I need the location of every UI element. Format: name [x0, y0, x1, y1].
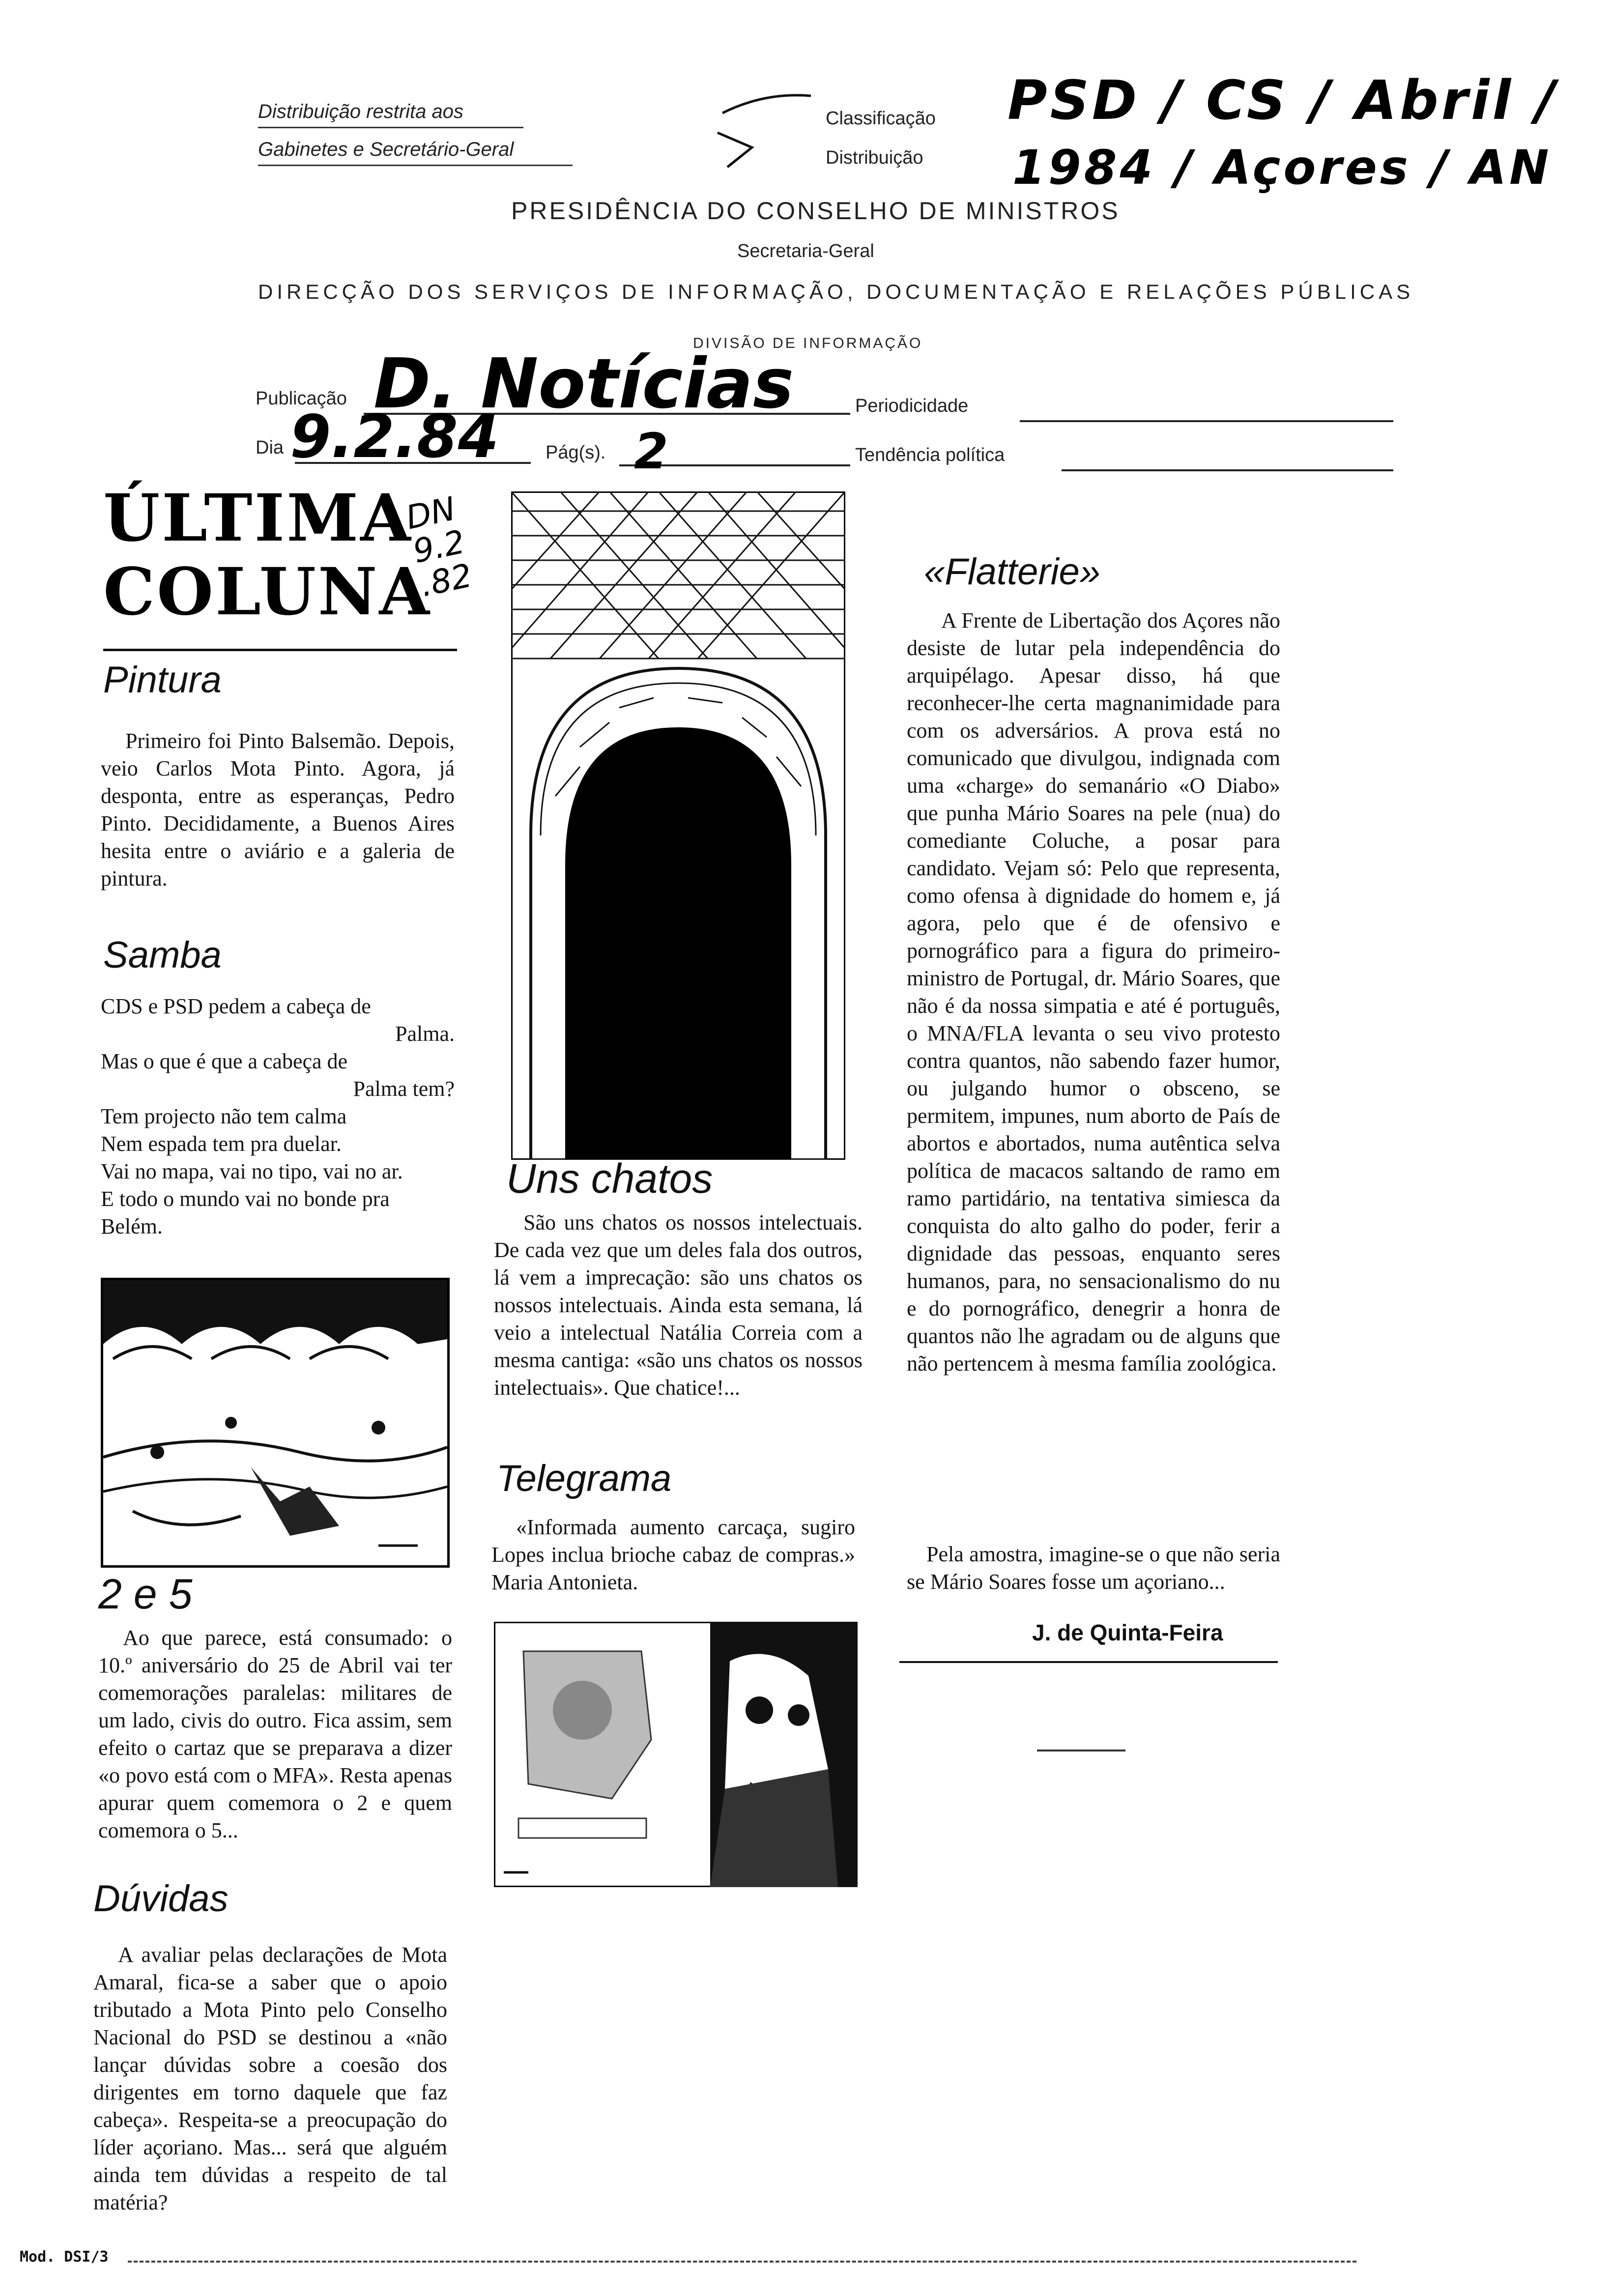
distribuicao-handwritten: 1984 / Açores / AN — [1012, 140, 1552, 195]
distribuicao-label: Distribuição — [826, 147, 923, 168]
presidency-title: PRESIDÊNCIA DO CONSELHO DE MINISTROS — [511, 197, 1120, 225]
headline-handwritten-annotation: DN 9.2 .82 — [403, 489, 476, 604]
tendencia-field — [1062, 469, 1393, 471]
tendencia-label: Tendência política — [855, 445, 1005, 465]
samba-line-7: Vai no mapa, vai no tipo, vai no ar. — [101, 1159, 403, 1183]
samba-line-1: CDS e PSD pedem a cabeça de — [101, 994, 371, 1018]
restricted-underline-2 — [258, 165, 573, 166]
telegrama-title: Telegrama — [496, 1458, 672, 1499]
duvidas-text: A avaliar pelas declarações de Mota Amaral, fica-se a saber que o apoio tributado a Mota Pinto pelo Conselho Nacional do PSD se destinou a «não lançar dúvidas sobre a coesão dos dirigentes em torno daquele que faz cabeça». Respeita-se a preocupação do líder açoriano. Mas... será que alguém ainda tem dúvidas a respeito de tal matéria? — [93, 1943, 447, 2214]
restricted-distribution-line1: Distribuição restrita aos — [258, 101, 463, 122]
samba-line-2: Palma. — [395, 1022, 455, 1046]
publicacao-handwritten: D. Notícias — [374, 344, 794, 424]
collage-illustration — [494, 1622, 858, 1887]
secretaria-subtitle: Secretaria-Geral — [737, 241, 874, 261]
form-model-code: Mod. DSI/3 — [20, 2248, 109, 2266]
pintura-title: Pintura — [103, 659, 222, 701]
divisao-title: DIVISÃO DE INFORMAÇÃO — [693, 335, 923, 351]
duvidas-title: Dúvidas — [93, 1878, 229, 1920]
flatterie-title: «Flatterie» — [924, 551, 1101, 593]
samba-line-4: Palma tem? — [353, 1077, 455, 1101]
pags-label: Pág(s). — [546, 442, 606, 463]
classificacao-label: Classificação — [826, 108, 936, 129]
handwritten-checkmark-icon — [708, 84, 826, 172]
samba-verse — [101, 993, 455, 1240]
samba-line-6: Nem espada tem pra duelar. — [101, 1132, 342, 1156]
flatterie-short-rule — [1037, 1750, 1125, 1751]
restricted-underline — [258, 127, 523, 128]
uns-chatos-title: Uns chatos — [506, 1155, 713, 1202]
pags-handwritten: 2 — [634, 423, 668, 480]
direccao-title: DIRECÇÃO DOS SERVIÇOS DE INFORMAÇÃO, DOCUMENTAÇÃO E RELAÇÕES PÚBLICAS — [258, 280, 1414, 303]
periodicidade-label: Periodicidade — [855, 396, 969, 416]
telegrama-text: «Informada aumento carcaça, sugiro Lopes inclua brioche cabaz de compras.» Maria Antonieta. — [491, 1515, 855, 1594]
restricted-distribution-line2: Gabinetes e Secretário-Geral — [258, 139, 514, 160]
uns-chatos-text: São uns chatos os nossos intelectuais. De cada vez que um deles fala dos outros, lá vem a imprecação: são uns chatos os nossos intelectuais. Ainda esta semana, lá veio a intelectual Natália Correia com a mesma cantiga: «são uns chatos os nossos intelectuais». Que chatice!... — [494, 1210, 863, 1400]
arch-illustration — [511, 491, 845, 1160]
samba-line-5: Tem projecto não tem calma — [101, 1104, 347, 1128]
dois-e-cinco-text: Ao que parece, está consumado: o 10.º aniversário do 25 de Abril vai ter comemorações paralelas: militares de um lado, civis do outro. Fica assim, sem efeito o cartaz que se preparava a dizer «o povo está com o MFA». Resta apenas apurar quem comemora o 2 e quem comemora o 5... — [98, 1626, 452, 1842]
classificacao-handwritten: PSD / CS / Abril / — [1008, 69, 1558, 132]
samba-line-3: Mas o que é que a cabeça de — [101, 1049, 348, 1073]
flatterie-signature: J. de Quinta-Feira — [1032, 1620, 1223, 1645]
samba-title: Samba — [103, 934, 222, 976]
periodicidade-field — [1020, 420, 1393, 422]
landscape-cartoon — [101, 1278, 450, 1568]
dia-label: Dia — [256, 437, 284, 458]
flatterie-text: A Frente de Libertação dos Açores não desiste de lutar pela independência do arquipélago. Apesar disso, há que reconhecer-lhe certa magnanimidade para com os adversários. A prova está no comunicado que divulgou, indignada com uma «charge» do semanário «O Diabo» que punha Mário Soares na pele (nua) do comediante Coluche, a posar para candidato. Vejam só: Pelo que representa, como ofensa à dignidade do homem e, já agora, pelo que é de ofensivo e pornográfico para a figura do primeiro-ministro de Portugal, dr. Mário Soares, que não é da nossa simpatia e até é português, o MNA/FLA levanta o seu vivo protesto contra quantos, não sabendo fazer humor, ou julgando humor o obsceno, se permitem, impunes, num aborto de País de abortos e abortados, numa autêntica selva política de macacos saltando de ramo em ramo partidário, na tentativa simiesca da conquista do alto galho do poder, ferir a dignidade das pessoas, enquanto seres humanos, para, no sensacionalismo do nu e do pornográfico, denegrir a honra de quantos não lhe agradam ou de alguns que não pertencem à mesma família zoológica. — [907, 608, 1280, 1376]
headline-rule — [103, 649, 457, 651]
flatterie-end-rule — [899, 1661, 1278, 1663]
flatterie-text-2: Pela amostra, imagine-se o que não seria se Mário Soares fosse um açoriano... — [907, 1542, 1280, 1594]
dois-e-cinco-title: 2 e 5 — [98, 1571, 193, 1618]
footer-dotted-line — [128, 2261, 1356, 2263]
headline-coluna: COLUNA — [103, 554, 432, 630]
samba-line-8: E todo o mundo vai no bonde pra Belém. — [101, 1187, 390, 1238]
publicacao-label: Publicação — [256, 388, 347, 409]
dia-handwritten: 9.2.84 — [290, 403, 499, 471]
headline-ultima: ÚLTIMA — [103, 480, 413, 556]
pintura-text: Primeiro foi Pinto Balsemão. Depois, veio Carlos Mota Pinto. Agora, já desponta, entre as esperanças, Pedro Pinto. Decididamente, a Buenos Aires hesita entre o aviário e a galeria de pintura. — [101, 729, 455, 890]
